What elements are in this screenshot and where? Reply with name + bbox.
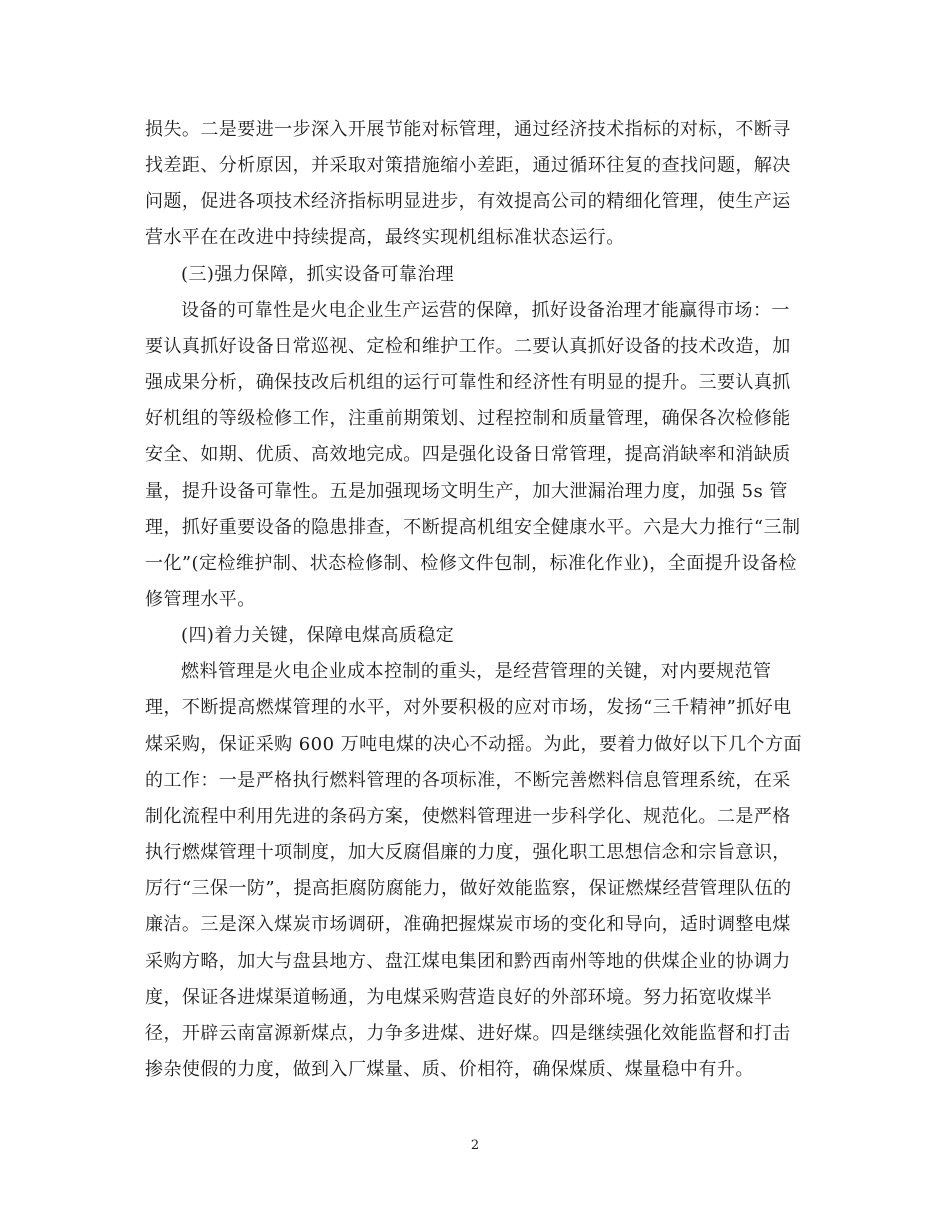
body-text-line: 燃料管理是火电企业成本控制的重头，是经营管理的关键，对内要规范管 <box>181 661 772 682</box>
body-text-line: 量，提升设备可靠性。五是加强现场文明生产，加大泄漏治理力度，加强 5s 管 <box>145 481 788 502</box>
section-heading: (四)着力关键，保障电煤高质稳定 <box>181 625 455 646</box>
body-text-line: 制化流程中利用先进的条码方案，使燃料管理进一步科学化、规范化。二是严格 <box>145 806 791 827</box>
body-text-line: 执行燃煤管理十项制度，加大反腐倡廉的力度，强化职工思想信念和宗旨意识， <box>145 842 791 863</box>
body-text-line: 要认真抓好设备日常巡视、定检和维护工作。二要认真抓好设备的技术改造，加 <box>145 336 791 357</box>
body-text-line: 损失。二是要进一步深入开展节能对标管理，通过经济技术指标的对标，不断寻 <box>145 119 791 140</box>
body-text-line: 理，抓好重要设备的隐患排查，不断提高机组安全健康水平。六是大力推行“三制 <box>145 517 801 538</box>
body-text-line: 强成果分析，确保技改后机组的运行可靠性和经济性有明显的提升。三要认真抓 <box>145 372 791 393</box>
body-text-line: 廉洁。三是深入煤炭市场调研，准确把握煤炭市场的变化和导向，适时调整电煤 <box>145 914 791 935</box>
body-text-line: 修管理水平。 <box>145 589 256 610</box>
body-text-line: 问题，促进各项技术经济指标明显进步，有效提高公司的精细化管理，使生产运 <box>145 191 791 212</box>
body-text-line: 理，不断提高燃煤管理的水平，对外要积极的应对市场，发扬“三千精神”抓好电 <box>145 697 792 718</box>
body-text-line: 煤采购，保证采购 600 万吨电煤的决心不动摇。为此，要着力做好以下几个方面 <box>145 734 802 755</box>
body-text-line: 找差距、分析原因，并采取对策措施缩小差距，通过循环往复的查找问题，解决 <box>145 155 791 176</box>
body-text-line: 好机组的等级检修工作，注重前期策划、过程控制和质量管理，确保各次检修能 <box>145 408 791 429</box>
body-text-line: 设备的可靠性是火电企业生产运营的保障，抓好设备治理才能赢得市场：一 <box>181 300 790 321</box>
section-heading: (三)强力保障，抓实设备可靠治理 <box>181 264 455 285</box>
body-text-line: 营水平在在改进中持续提高，最终实现机组标准状态运行。 <box>145 227 625 248</box>
page-number: 2 <box>470 1138 480 1153</box>
body-text-line: 采购方略，加大与盘县地方、盘江煤电集团和黔西南州等地的供煤企业的协调力 <box>145 951 791 972</box>
body-text-line: 的工作：一是严格执行燃料管理的各项标准，不断完善燃料信息管理系统，在采 <box>145 770 791 791</box>
body-text-line: 径，开辟云南富源新煤点，力争多进煤、进好煤。四是继续强化效能监督和打击 <box>145 1023 791 1044</box>
body-text-line: 掺杂使假的力度，做到入厂煤量、质、价相符，确保煤质、煤量稳中有升。 <box>145 1059 754 1080</box>
body-text-line: 厉行“三保一防”，提高拒腐防腐能力，做好效能监察，保证燃煤经营管理队伍的 <box>145 878 792 899</box>
body-text-line: 度，保证各进煤渠道畅通，为电煤采购营造良好的外部环境。努力拓宽收煤半 <box>145 987 773 1008</box>
body-text-line: 安全、如期、优质、高效地完成。四是强化设备日常管理，提高消缺率和消缺质 <box>145 444 791 465</box>
body-text-line: 一化”(定检维护制、状态检修制、检修文件包制，标准化作业)，全面提升设备检 <box>145 553 797 574</box>
